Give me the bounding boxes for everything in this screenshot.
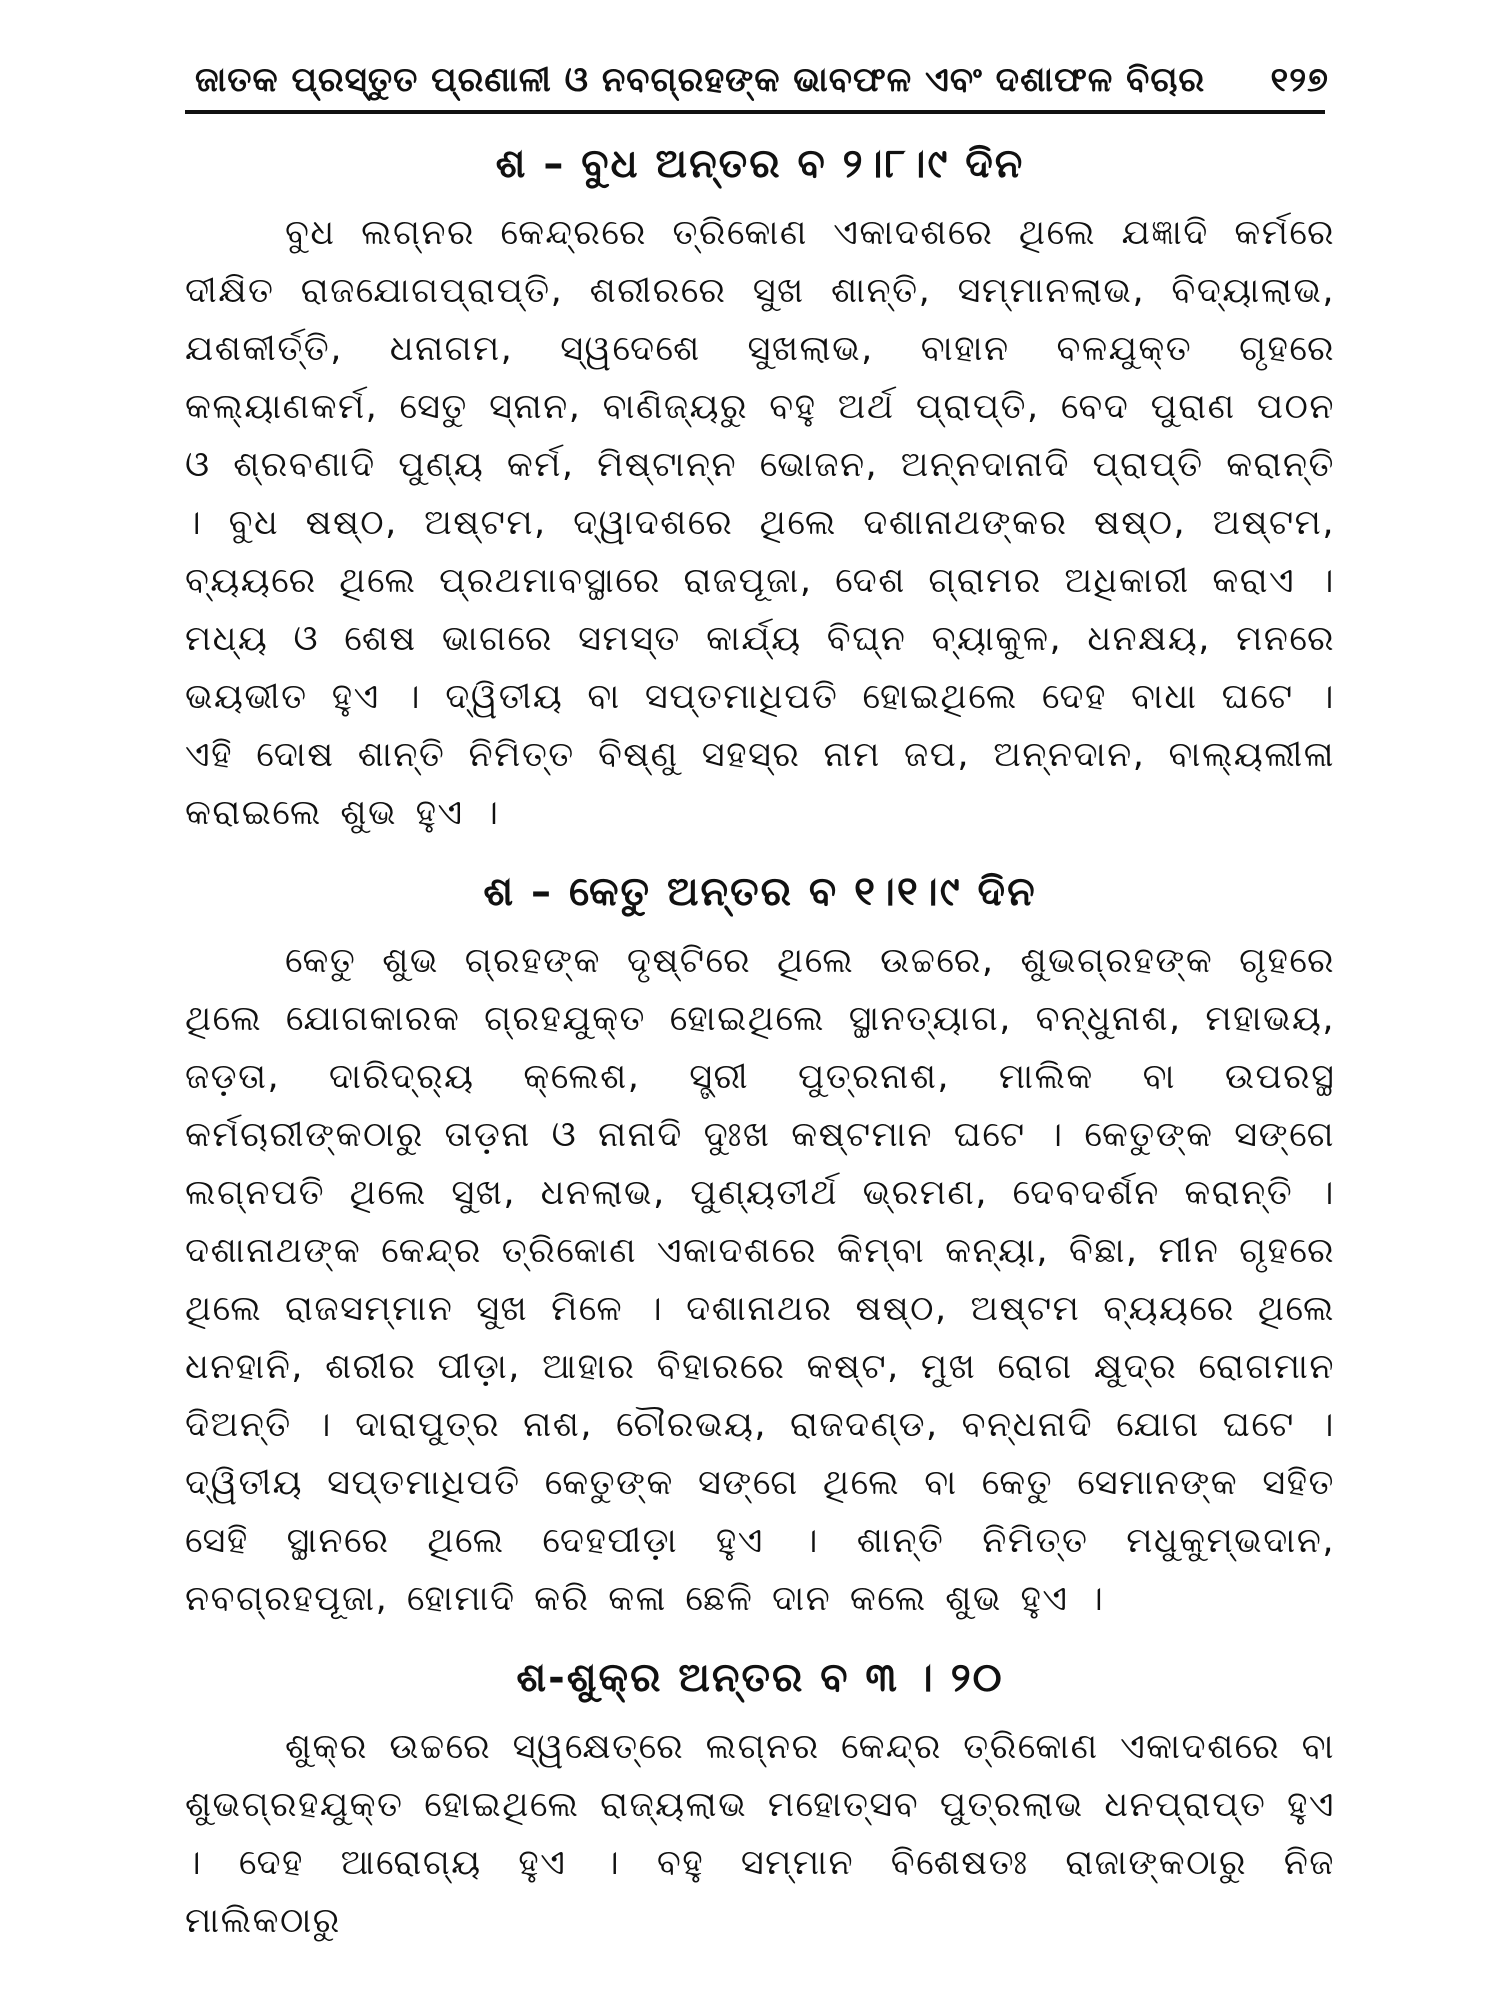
section-body-budha: ବୁଧ ଲଗ୍ନର କେନ୍ଦ୍ରରେ ତ୍ରିକୋଣ ଏକାଦଶରେ ଥିଲେ ଯଜ୍ଞାଦି କର୍ମରେ ଦୀକ୍ଷିତ ରାଜଯୋଗପ୍ରାପ୍ତି, ଶରୀରରେ ସୁଖ ଶାନ୍ତି, ସମ୍ମାନଲାଭ, ବିଦ୍ୟାଲାଭ, ଯଶକୀର୍ତ୍ତି, ଧନାଗମ, ସ୍ୱଦେଶେ ସୁଖଲାଭ, ବାହାନ ବଳଯୁକ୍ତ ଗୃହରେ କଲ୍ୟାଣକର୍ମ, ସେତୁ ସ୍ନାନ, ବାଣିଜ୍ୟରୁ ବହୁ ଅର୍ଥ ପ୍ରାପ୍ତି, ବେଦ ପୁରାଣ ପଠନ ଓ ଶ୍ରବଣାଦି ପୁଣ୍ୟ କର୍ମ, ମିଷ୍ଟାନ୍ନ ଭୋଜନ, ଅନ୍ନଦାନାଦି ପ୍ରାପ୍ତି କରାନ୍ତି । ବୁଧ ଷଷ୍ଠ, ଅଷ୍ଟମ, ଦ୍ୱାଦଶରେ ଥିଲେ ଦଶାନାଥଙ୍କର ଷଷ୍ଠ, ଅଷ୍ଟମ, ବ୍ୟୟରେ ଥିଲେ ପ୍ରଥମାବସ୍ଥାରେ ରାଜପୂଜା, ଦେଶ ଗ୍ରାମର ଅଧିକାରୀ କରାଏ । ମଧ୍ୟ ଓ ଶେଷ ଭାଗରେ ସମସ୍ତ କାର୍ଯ୍ୟ ବିଘ୍ନ ବ୍ୟାକୁଳ, ଧନକ୍ଷୟ, ମନରେ ଭୟଭୀତ ହୁଏ । ଦ୍ୱିତୀୟ ବା ସପ୍ତମାଧିପତି ହୋଇଥିଲେ ଦେହ ବାଧା ଘଟେ । ଏହି ଦୋଷ ଶାନ୍ତି ନିମିତ୍ତ ବିଷ୍ଣୁ ସହସ୍ର ନାମ ଜପ, ଅନ୍ନଦାନ, ବାଲ୍ୟଲୀଳା କରାଇଲେ ଶୁଭ ହୁଏ ।: [185, 213, 1335, 833]
section-body-ketu: କେତୁ ଶୁଭ ଗ୍ରହଙ୍କ ଦୃଷ୍ଟିରେ ଥିଲେ ଉଚ୍ଚରେ, ଶୁଭଗ୍ରହଙ୍କ ଗୃହରେ ଥିଲେ ଯୋଗକାରକ ଗ୍ରହଯୁକ୍ତ ହୋଇଥିଲେ ସ୍ଥାନତ୍ୟାଗ, ବନ୍ଧୁନାଶ, ମହାଭୟ, ଜଡ଼ତା, ଦାରିଦ୍ର୍ୟ କ୍ଲେଶ, ସ୍ତ୍ରୀ ପୁତ୍ରନାଶ, ମାଲିକ ବା ଉପରସ୍ଥ କର୍ମଚାରୀଙ୍କଠାରୁ ତାଡ଼ନା ଓ ନାନାଦି ଦୁଃଖ କଷ୍ଟମାନ ଘଟେ । କେତୁଙ୍କ ସଙ୍ଗେ ଲଗ୍ନପତି ଥିଲେ ସୁଖ, ଧନଲାଭ, ପୁଣ୍ୟତୀର୍ଥ ଭ୍ରମଣ, ଦେବଦର୍ଶନ କରାନ୍ତି । ଦଶାନାଥଙ୍କ କେନ୍ଦ୍ର ତ୍ରିକୋଣ ଏକାଦଶରେ କିମ୍ବା କନ୍ୟା, ବିଛା, ମୀନ ଗୃହରେ ଥିଲେ ରାଜସମ୍ମାନ ସୁଖ ମିଳେ । ଦଶାନାଥର ଷଷ୍ଠ, ଅଷ୍ଟମ ବ୍ୟୟରେ ଥିଲେ ଧନହାନି, ଶରୀର ପୀଡ଼ା, ଆହାର ବିହାରରେ କଷ୍ଟ, ମୁଖ ରୋଗ କ୍ଷୁଦ୍ର ରୋଗମାନ ଦିଅନ୍ତି । ଦାରାପୁତ୍ର ନାଶ, ଚୌରଭୟ, ରାଜଦଣ୍ଡ, ବନ୍ଧନାଦି ଯୋଗ ଘଟେ । ଦ୍ୱିତୀୟ ସପ୍ତମାଧିପତି କେତୁଙ୍କ ସଙ୍ଗେ ଥିଲେ ବା କେତୁ ସେମାନଙ୍କ ସହିତ ସେହି ସ୍ଥାନରେ ଥିଲେ ଦେହପୀଡ଼ା ହୁଏ । ଶାନ୍ତି ନିମିତ୍ତ ମଧୁକୁମ୍ଭଦାନ, ନବଗ୍ରହପୂଜା, ହୋମାଦି କରି କଳା ଛେଳି ଦାନ କଲେ ଶୁଭ ହୁଏ ।: [185, 941, 1335, 1619]
header-rule: [185, 110, 1325, 114]
running-header: [185, 38, 1335, 100]
section-heading-ketu: ଶ – କେତୁ ଅନ୍ତର ବ ୧।୧।୯ ଦିନ: [483, 869, 1037, 915]
section-body-shukra: ଶୁକ୍ର ଉଚ୍ଚରେ ସ୍ୱକ୍ଷେତ୍ରେ ଲଗ୍ନର କେନ୍ଦ୍ର ତ୍ରିକୋଣ ଏକାଦଶରେ ବା ଶୁଭଗ୍ରହଯୁକ୍ତ ହୋଇଥିଲେ ରାଜ୍ୟଲାଭ ମହୋତ୍ସବ ପୁତ୍ରଲାଭ ଧନପ୍ରାପ୍ତ ହୁଏ । ଦେହ ଆରୋଗ୍ୟ ହୁଏ । ବହୁ ସମ୍ମାନ ବିଶେଷତଃ ରାଜାଙ୍କଠାରୁ ନିଜ ମାଲିକଠାରୁ: [185, 1727, 1335, 1941]
section-heading-shukra: ଶ-ଶୁକ୍ର ଅନ୍ତର ବ ୩ । ୨୦: [516, 1655, 1004, 1701]
running-title: ଜାତକ ପ୍ରସ୍ତୁତ ପ୍ରଣାଳୀ ଓ ନବଗ୍ରହଙ୍କ ଭାବଫଳ ଏବଂ ଦଶାଫଳ ବିଚାର: [195, 60, 1206, 100]
section-heading-budha: ଶ – ବୁଧ ଅନ୍ତର ବ ୨।୮।୯ ଦିନ: [495, 141, 1025, 187]
page-number: ୧୨୭: [1270, 60, 1329, 100]
